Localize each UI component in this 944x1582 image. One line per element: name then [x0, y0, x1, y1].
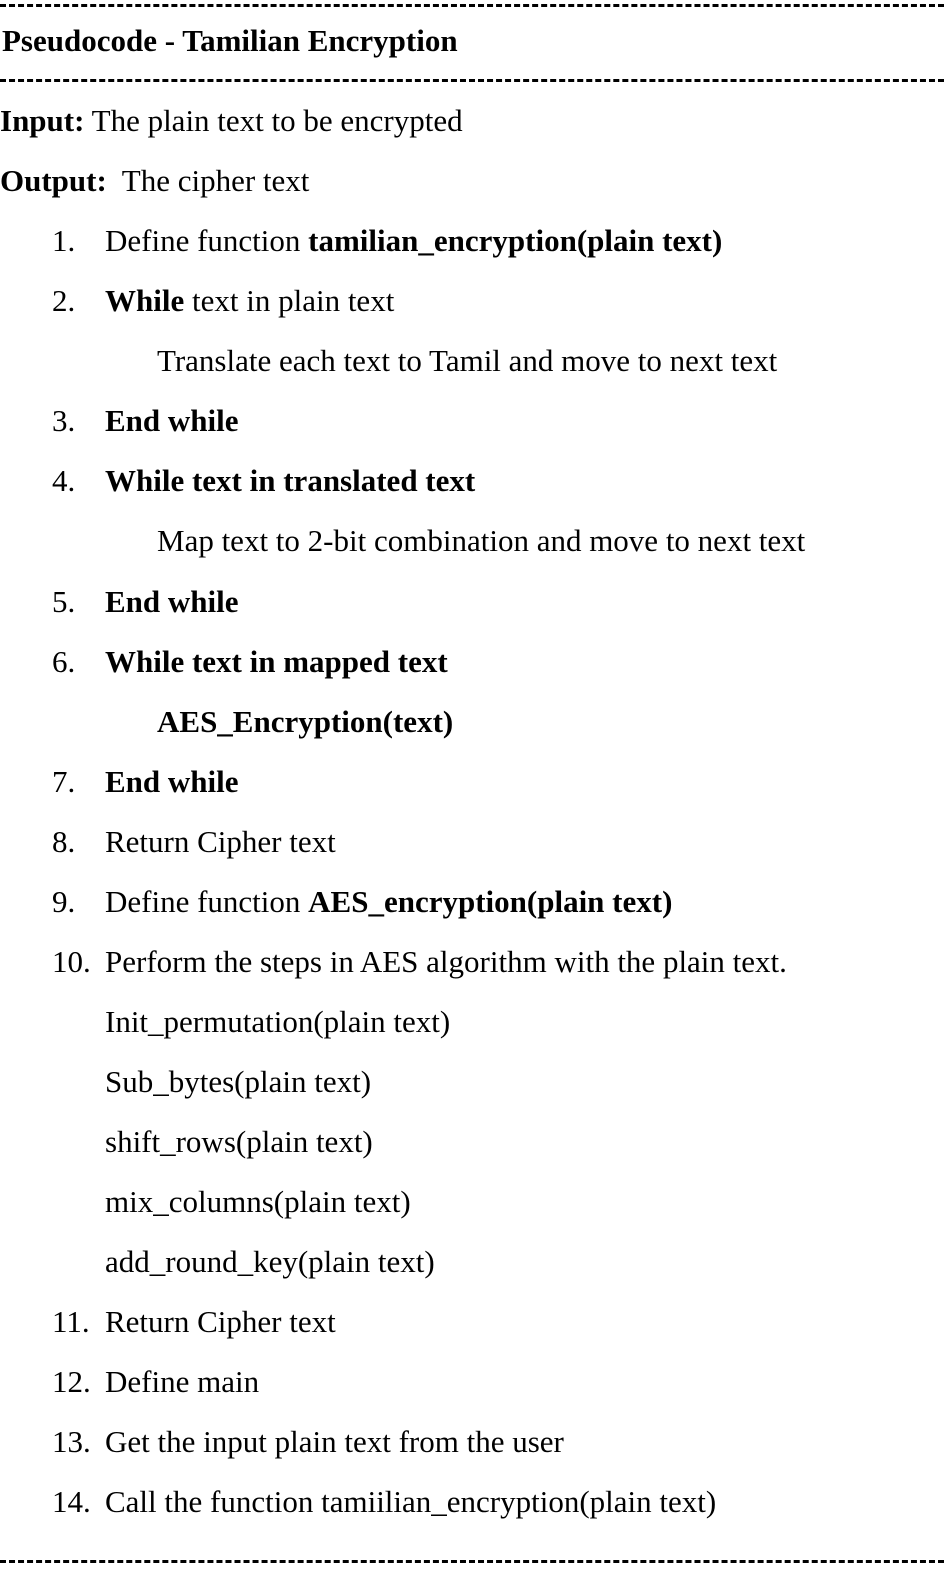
output-line [0, 161, 309, 201]
step-8-number: 8. [52, 824, 76, 859]
step-10-sub-5: add_round_key(plain text) [105, 1244, 435, 1279]
step-13-number: 13. [52, 1424, 91, 1459]
step-5-number: 5. [52, 584, 76, 619]
step-14-text: Call the function tamiilian_encryption(plain text) [105, 1484, 717, 1519]
step-7-text: End while [105, 764, 239, 799]
step-12-number: 12. [52, 1364, 91, 1399]
top-dashed-rule [0, 4, 944, 7]
step-3-text: End while [105, 403, 239, 438]
input-label: Input: [0, 103, 85, 138]
step-1-text [105, 221, 722, 261]
step-2-body: Translate each text to Tamil and move to next text [157, 343, 778, 378]
step-6-number: 6. [52, 644, 76, 679]
step-9-plain: Define function [105, 884, 309, 919]
step-9-number: 9. [52, 884, 76, 919]
input-text: The plain text to be encrypted [84, 103, 463, 138]
pseudocode-title: Pseudocode - Tamilian Encryption [2, 23, 458, 58]
step-1-bold: tamilian_encryption(plain text) [308, 223, 723, 258]
bottom-dashed-rule [0, 1560, 944, 1563]
step-1-number: 1. [52, 223, 76, 258]
header-dashed-rule [0, 79, 944, 82]
input-line [0, 101, 463, 141]
step-9-text [105, 882, 672, 922]
step-10-sub-3: shift_rows(plain text) [105, 1124, 373, 1159]
step-8-text: Return Cipher text [105, 824, 336, 859]
step-4-body: Map text to 2-bit combination and move to next text [157, 523, 806, 558]
step-11-text: Return Cipher text [105, 1304, 336, 1339]
output-label: Output: [0, 163, 107, 198]
output-text: The cipher text [106, 163, 310, 198]
step-4-text: While text in translated text [105, 463, 476, 498]
step-9-bold: AES_encryption(plain text) [308, 884, 673, 919]
step-4-number: 4. [52, 463, 76, 498]
step-10-number: 10. [52, 944, 91, 979]
step-10-text: Perform the steps in AES algorithm with the plain text. [105, 944, 787, 979]
step-5-text: End while [105, 584, 239, 619]
step-14-number: 14. [52, 1484, 91, 1519]
step-2-text [105, 281, 394, 321]
step-10-sub-2: Sub_bytes(plain text) [105, 1064, 372, 1099]
step-11-number: 11. [52, 1304, 90, 1339]
step-12-text: Define main [105, 1364, 260, 1399]
step-1-plain: Define function [105, 223, 309, 258]
step-6-body: AES_Encryption(text) [157, 704, 454, 739]
step-2-number: 2. [52, 283, 76, 318]
step-6-text: While text in mapped text [105, 644, 448, 679]
step-10-sub-4: mix_columns(plain text) [105, 1184, 411, 1219]
step-7-number: 7. [52, 764, 76, 799]
step-10-sub-1: Init_permutation(plain text) [105, 1004, 451, 1039]
step-2-plain: text in plain text [184, 283, 395, 318]
step-13-text: Get the input plain text from the user [105, 1424, 564, 1459]
step-2-bold: While [105, 283, 185, 318]
step-3-number: 3. [52, 403, 76, 438]
